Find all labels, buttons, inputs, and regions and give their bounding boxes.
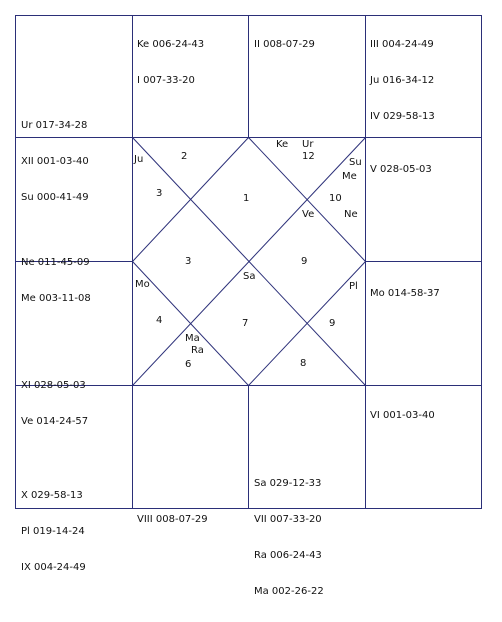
cell-line: Mo 014-58-37 bbox=[370, 288, 440, 299]
cell-line: II 008-07-29 bbox=[254, 39, 315, 50]
cell-right-3 bbox=[370, 264, 440, 324]
cell-line: VI 001-03-40 bbox=[370, 410, 435, 421]
house-number-9: 9 bbox=[301, 256, 308, 267]
planet-pl: Pl bbox=[349, 281, 358, 292]
cell-line: IV 029-58-13 bbox=[370, 111, 435, 122]
planet-su: Su bbox=[349, 157, 362, 168]
planet-ve: Ve bbox=[302, 209, 315, 220]
cell-bottom-2 bbox=[137, 490, 208, 550]
house-number-7: 7 bbox=[242, 318, 249, 329]
house-number-8: 8 bbox=[300, 358, 307, 369]
cell-line: Ju 016-34-12 bbox=[370, 75, 435, 86]
cell-bottom-3 bbox=[254, 454, 324, 622]
cell-line: V 028-05-03 bbox=[370, 164, 432, 175]
cell-top-right bbox=[370, 15, 435, 147]
cell-line: Ke 006-24-43 bbox=[137, 39, 205, 50]
house-number-2: 2 bbox=[181, 151, 188, 162]
cell-line: Ve 014-24-57 bbox=[21, 416, 89, 427]
cell-line: Me 003-11-08 bbox=[21, 293, 91, 304]
cell-line: Sa 029-12-33 bbox=[254, 478, 322, 489]
planet-mo: Mo bbox=[135, 279, 150, 290]
cell-line: Su 000-41-49 bbox=[21, 192, 89, 203]
cell-line: Ra 006-24-43 bbox=[254, 550, 322, 561]
cell-bottom-left bbox=[21, 466, 86, 598]
house-number-4: 4 bbox=[156, 315, 163, 326]
house-number-1: 1 bbox=[243, 193, 250, 204]
cell-line: Ur 017-34-28 bbox=[21, 120, 88, 131]
cell-line: III 004-24-49 bbox=[370, 39, 434, 50]
planet-ma: Ma bbox=[185, 333, 200, 344]
cell-left-2 bbox=[21, 233, 91, 329]
cell-right-2 bbox=[370, 140, 432, 200]
planet-sa: Sa bbox=[243, 271, 256, 282]
house-number-10: 10 bbox=[329, 193, 342, 204]
planet-ju: Ju bbox=[134, 154, 144, 165]
planet-ra: Ra bbox=[191, 345, 204, 356]
cell-line: XI 028-05-03 bbox=[21, 380, 86, 391]
house-number-3-mid: 3 bbox=[185, 256, 192, 267]
cell-line: XII 001-03-40 bbox=[21, 156, 89, 167]
cell-line: VIII 008-07-29 bbox=[137, 514, 208, 525]
cell-bottom-right bbox=[370, 386, 435, 446]
cell-line: Pl 019-14-24 bbox=[21, 526, 85, 537]
house-number-9-low: 9 bbox=[329, 318, 336, 329]
cell-line: I 007-33-20 bbox=[137, 75, 195, 86]
cell-line: Ne 011-45-09 bbox=[21, 257, 90, 268]
planet-ne: Ne bbox=[344, 209, 358, 220]
cell-top-3 bbox=[254, 15, 315, 75]
cell-line: VII 007-33-20 bbox=[254, 514, 322, 525]
cell-line: Ma 002-26-22 bbox=[254, 586, 324, 597]
planet-ur: Ur bbox=[302, 139, 314, 150]
house-number-12: 12 bbox=[302, 151, 315, 162]
cell-line: X 029-58-13 bbox=[21, 490, 83, 501]
house-number-6: 6 bbox=[185, 359, 192, 370]
planet-ke: Ke bbox=[276, 139, 289, 150]
cell-line: IX 004-24-49 bbox=[21, 562, 86, 573]
cell-top-left bbox=[21, 96, 89, 228]
cell-left-3 bbox=[21, 356, 88, 452]
house-number-3-top: 3 bbox=[156, 188, 163, 199]
cell-top-2 bbox=[137, 15, 204, 111]
planet-me: Me bbox=[342, 171, 357, 182]
